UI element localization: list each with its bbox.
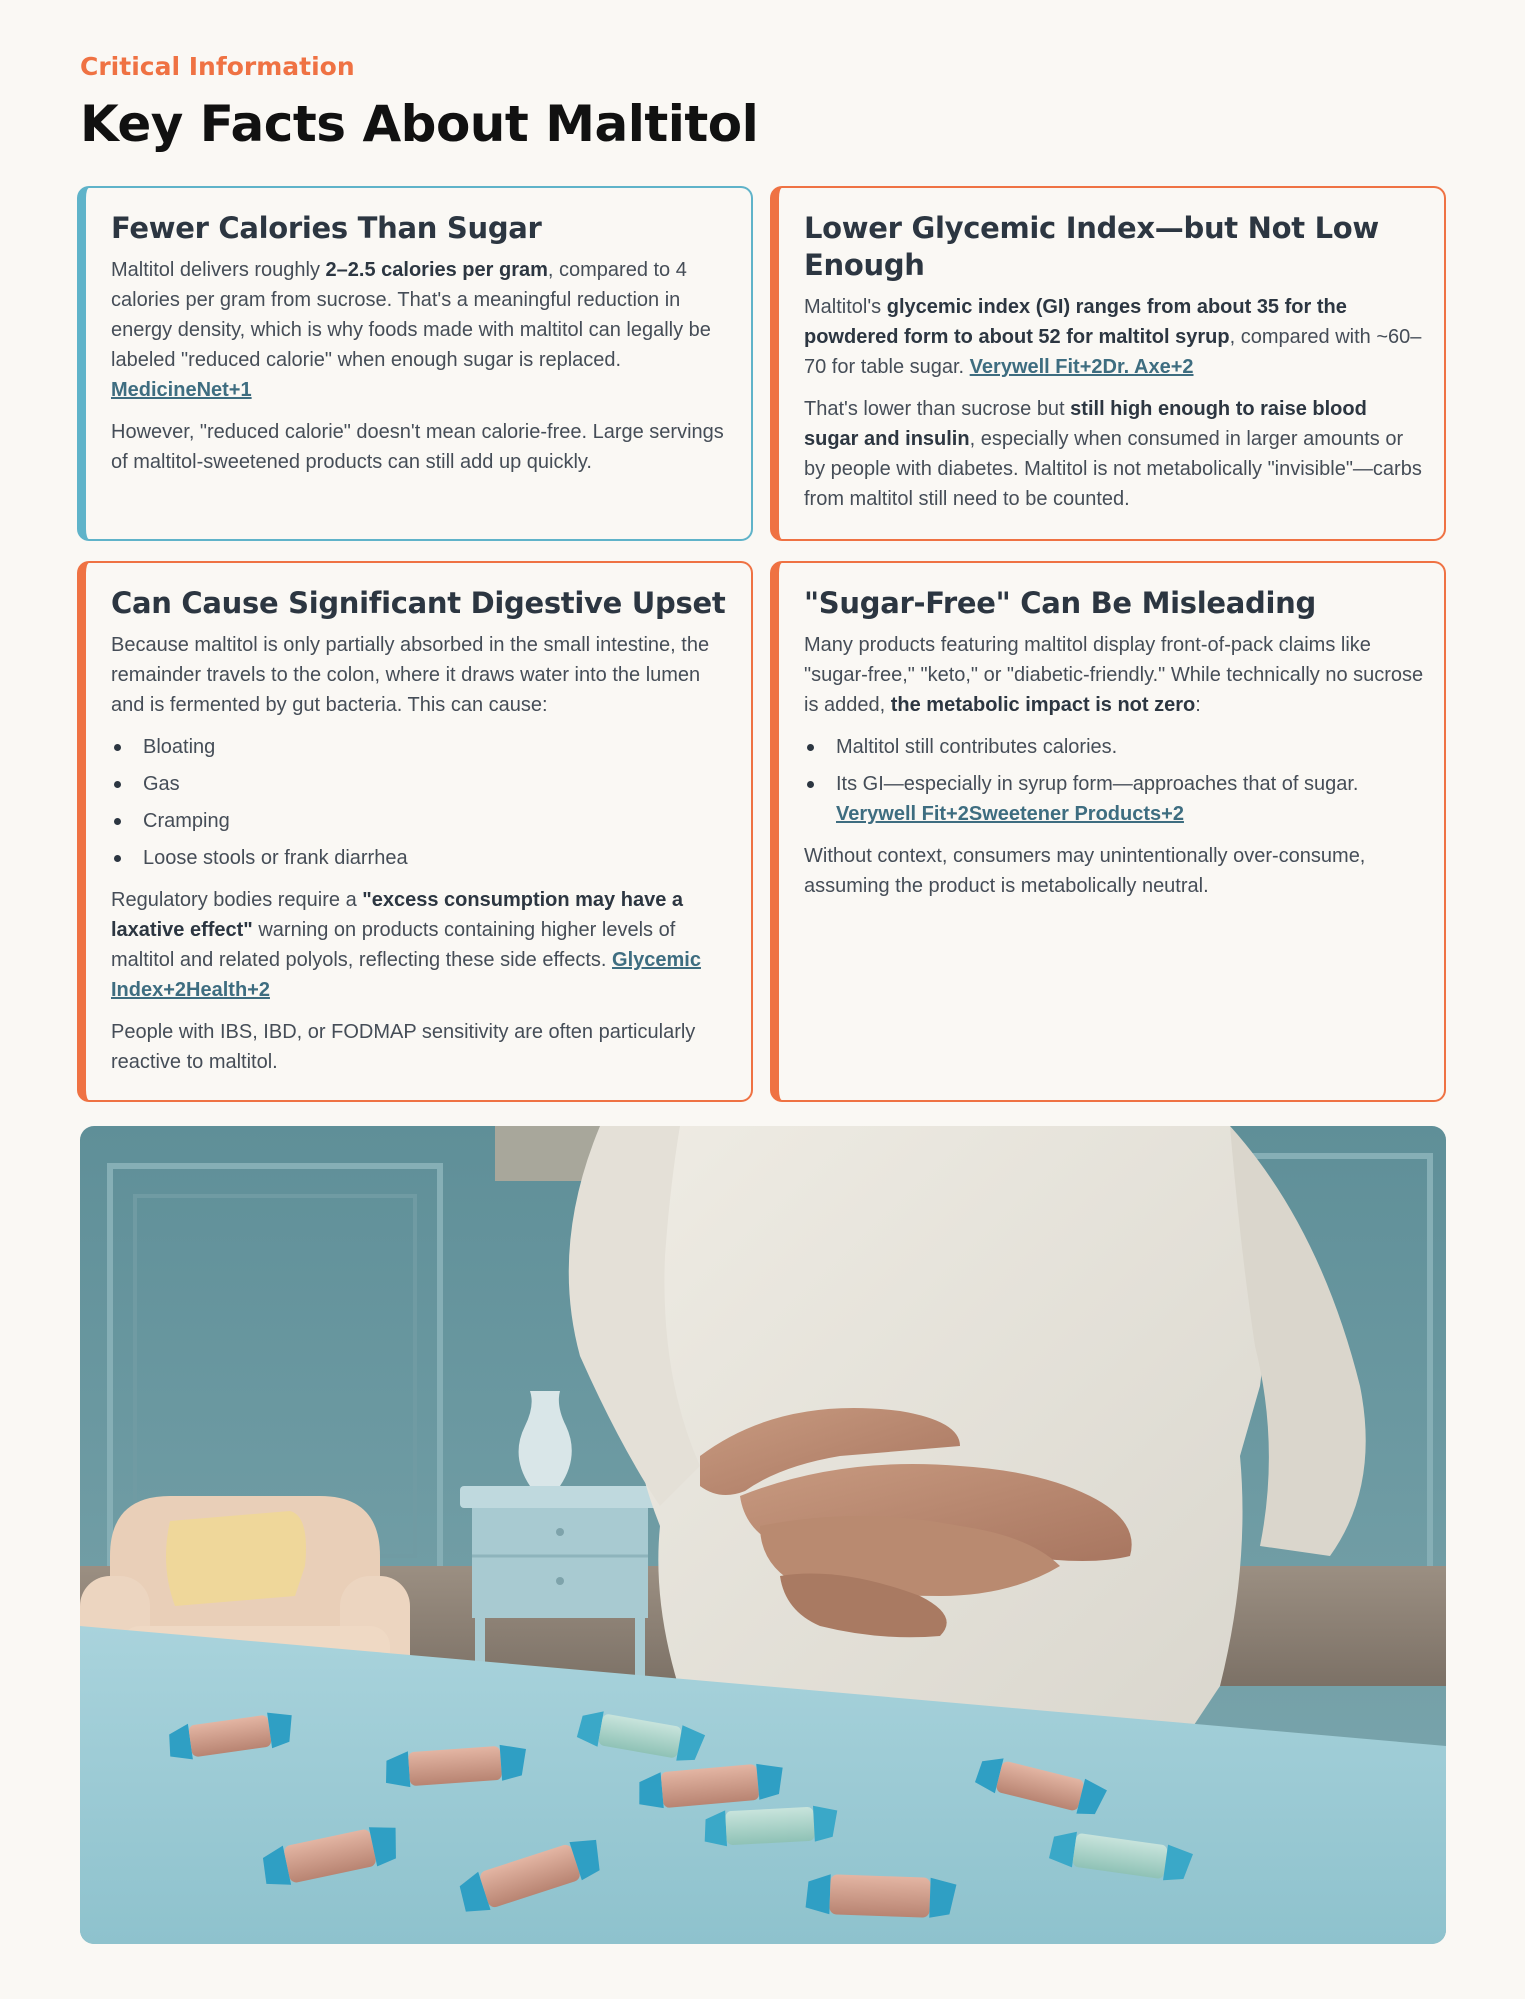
symptom-list	[111, 732, 731, 873]
card-paragraph: Maltitol's glycemic index (GI) ranges from about 35 for the powdered form to about 52 for maltitol syrup, compared with ~60–70 for table sugar. Verywell Fit+2Dr. Axe+2	[804, 296, 1422, 378]
source-link-verywell-fit[interactable]: Verywell Fit+2Dr. Axe+2	[969, 356, 1194, 378]
list-item: Maltitol still contributes calories.	[804, 732, 1424, 762]
photo-illustration	[80, 1126, 1446, 1944]
source-link-sweetener-products[interactable]: Verywell Fit+2Sweetener Products+2	[836, 803, 1184, 825]
source-link-medicinenet[interactable]: MedicineNet+1	[111, 379, 252, 401]
stomach-ache-illustration	[80, 1126, 1446, 1944]
card-digestive-upset	[77, 561, 753, 1102]
page-title: Key Facts About Maltitol	[80, 95, 759, 153]
card-paragraph: Regulatory bodies require a "excess consumption may have a laxative effect" warning on products containing higher levels of maltitol and related polyols, reflecting these side effects. Glycemic Index+2Health+2	[111, 889, 701, 1001]
claims-list	[804, 732, 1424, 829]
list-item: Loose stools or frank diarrhea	[111, 843, 731, 873]
card-paragraph: Because maltitol is only partially absorbed in the small intestine, the remainder travels to the colon, where it draws water into the lumen and is fermented by gut bacteria. This can cause:	[111, 634, 710, 716]
source-link-glycemic-index[interactable]: Glycemic Index+2Health+2	[111, 949, 701, 1001]
list-item: Cramping	[111, 806, 731, 836]
card-paragraph: That's lower than sucrose but still high enough to raise blood sugar and insulin, especially when consumed in larger amounts or by people with diabetes. Maltitol is not metabolically "invisible"—carbs from maltitol still need to be counted.	[804, 398, 1422, 510]
card-title: Lower Glycemic Index—but Not Low Enough	[804, 211, 1379, 282]
card-title: Fewer Calories Than Sugar	[111, 211, 542, 245]
card-paragraph: Maltitol delivers roughly 2–2.5 calories per gram, compared to 4 calories per gram from sucrose. That's a meaningful reduction in energy density, which is why foods made with maltitol can legally be labeled "reduced calorie" when enough sugar is replaced. MedicineNet+1	[111, 259, 711, 401]
card-fewer-calories	[77, 186, 753, 541]
card-title: "Sugar-Free" Can Be Misleading	[804, 586, 1316, 620]
list-item: Bloating	[111, 732, 731, 762]
card-paragraph: People with IBS, IBD, or FODMAP sensitivity are often particularly reactive to maltitol.	[111, 1021, 696, 1073]
eyebrow-label: Critical Information	[80, 52, 355, 81]
card-sugar-free-misleading	[770, 561, 1446, 1102]
card-glycemic-index	[770, 186, 1446, 541]
list-item: Gas	[111, 769, 731, 799]
card-paragraph: However, "reduced calorie" doesn't mean calorie-free. Large servings of maltitol-sweetened products can still add up quickly.	[111, 421, 724, 473]
card-paragraph: Many products featuring maltitol display front-of-pack claims like "sugar-free," "keto," or "diabetic-friendly." While technically no sucrose is added, the metabolic impact is not zero:	[804, 634, 1424, 716]
list-item: Its GI—especially in syrup form—approaches that of sugar. Verywell Fit+2Sweetener Products+2	[804, 769, 1424, 829]
card-paragraph: Without context, consumers may unintentionally over-consume, assuming the product is metabolically neutral.	[804, 845, 1366, 897]
card-title: Can Cause Significant Digestive Upset	[111, 586, 726, 620]
